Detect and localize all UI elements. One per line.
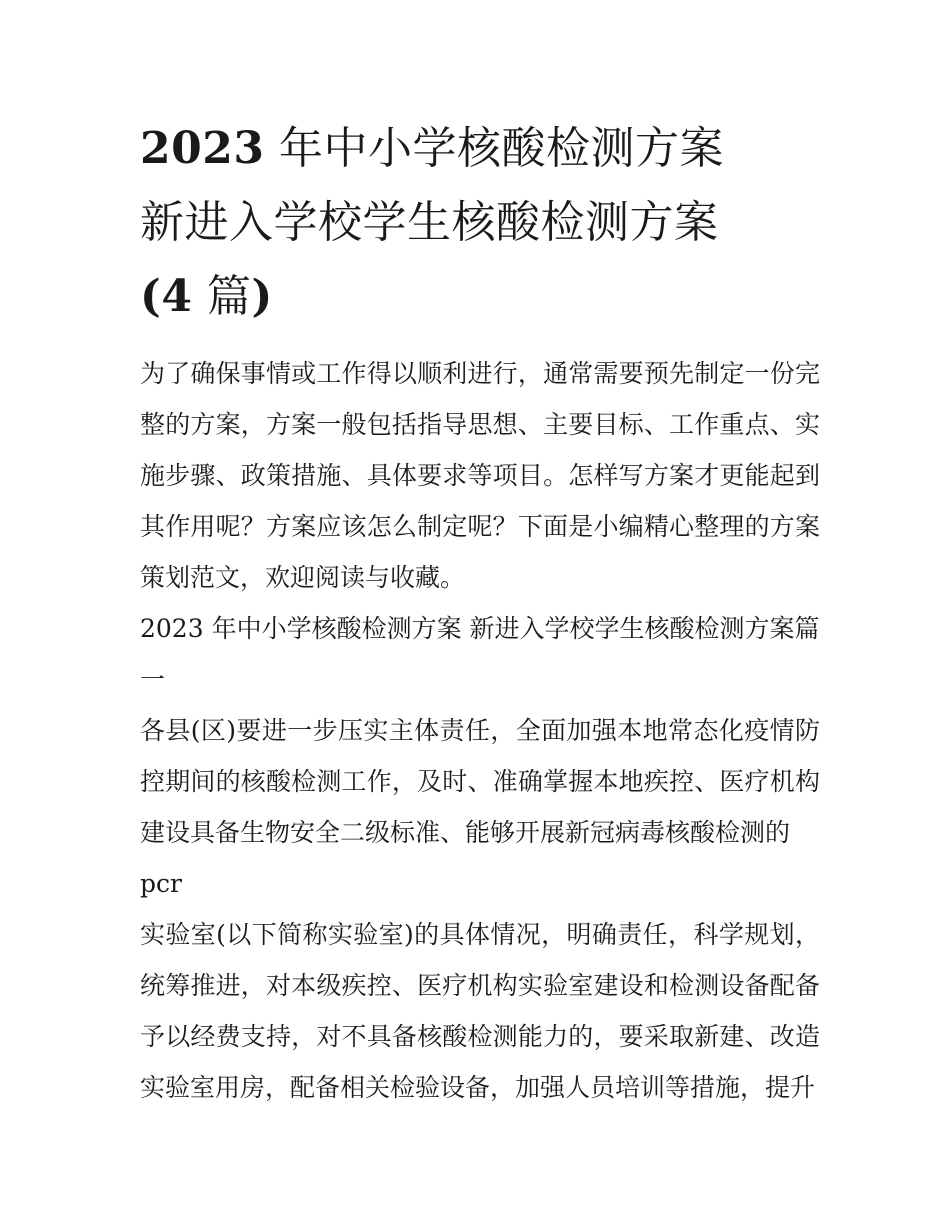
title-line-2: 新进入学校学生核酸检测方案 [140,197,719,248]
body-paragraph-1-tail: pcr [140,869,182,898]
title-count-word: 篇 [206,271,252,322]
body-paragraph-2: 实验室(以下简称实验室)的具体情况，明确责任，科学规划，统筹推进，对本级疾控、医疗机构实验室建设和检测设备配备予以经费支持，对不具备核酸检测能力的，要采取新建、改造实验室用房，配备相关检验设备，加强人员培训等措施，提升 [140,920,820,1102]
intro-paragraph: 为了确保事情或工作得以顺利进行，通常需要预先制定一份完整的方案，方案一般包括指导思想、主要目标、工作重点、实施步骤、政策措施、具体要求等项目。怎样写方案才更能起到其作用呢？方案应该怎么制定呢？下面是小编精心整理的方案策划范文，欢迎阅读与收藏。 [140,359,820,592]
document-body [140,112,820,1113]
title-line-1 [140,112,820,186]
body-paragraph-1: 各县(区)要进一步压实主体责任，全面加强本地常态化疫情防控期间的核酸检测工作，及时、准确掌握本地疾控、医疗机构建设具备生物安全二级标准、能够开展新冠病毒核酸检测的 [140,716,820,847]
document-title [140,112,820,334]
section-heading: 2023 年中小学核酸检测方案 新进入学校学生核酸检测方案篇一 [140,614,820,694]
title-count-close: ) [251,271,273,322]
title-year: 2023 [140,123,265,174]
title-line-3 [140,260,820,334]
title-line-1-text: 年中小学核酸检测方案 [278,123,724,174]
title-count-open: (4 [140,271,193,322]
